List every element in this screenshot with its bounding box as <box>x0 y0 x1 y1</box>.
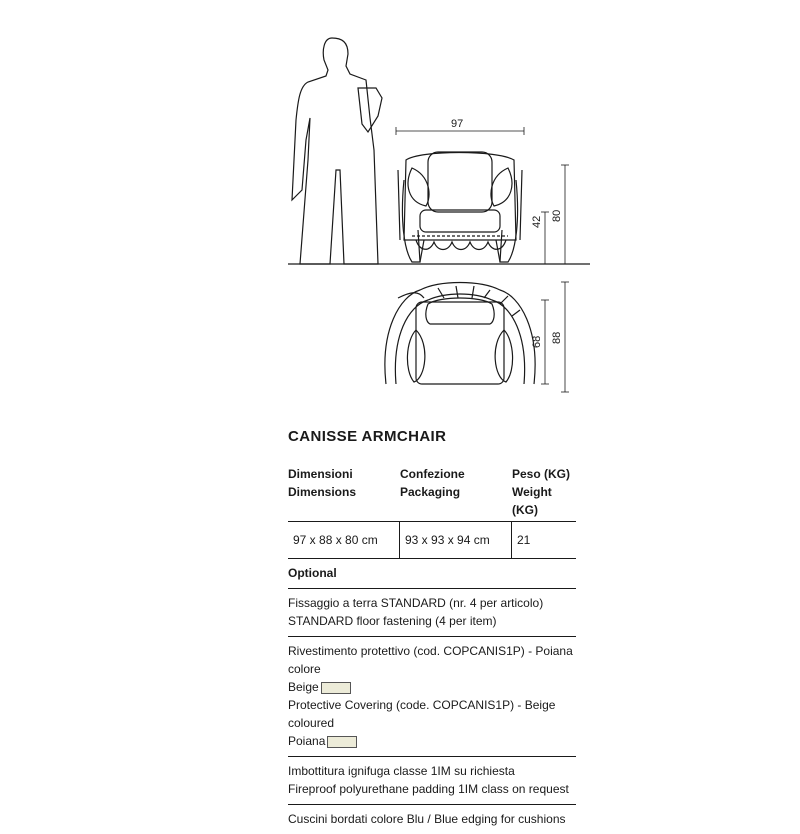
packaging-header: Confezione Packaging <box>400 467 465 499</box>
optional-item: Cuscini bordati colore Blu / Blue edging for cushions <box>288 812 566 826</box>
dimensions-value: 97 x 88 x 80 cm <box>288 522 400 558</box>
optional-item: Imbottitura ignifuga classe 1IM su richiesta Fireproof polyurethane padding 1IM class on request <box>288 757 576 805</box>
optional-item: Rivestimento protettivo (cod. COPCANIS1P) - Poiana colore Beige Protective Covering (code. COPCANIS1P) - Beige coloured Poiana <box>288 637 576 757</box>
weight-value: 21 <box>517 533 531 547</box>
human-scale-figure <box>292 38 378 264</box>
dimensions-header: Dimensioni Dimensions <box>288 467 357 499</box>
depth-inner-label: 68 <box>531 335 543 348</box>
depth-label: 88 <box>551 331 563 344</box>
spec-headers <box>288 465 576 522</box>
seat-height-label: 42 <box>531 215 543 228</box>
product-title: CANISSE ARMCHAIR <box>288 428 447 445</box>
beige-swatch <box>327 736 357 748</box>
weight-header: Peso (KG) Weight (KG) <box>512 467 571 517</box>
optional-title: Optional <box>288 566 576 589</box>
optional-item: Fissaggio a terra STANDARD (nr. 4 per articolo) STANDARD floor fastening (4 per item) <box>288 589 576 637</box>
armchair-top-view <box>385 283 535 385</box>
armchair-front-view <box>398 152 522 262</box>
product-sheet <box>288 428 576 834</box>
packaging-value: 93 x 93 x 94 cm <box>400 522 512 558</box>
width-label: 97 <box>451 118 464 130</box>
beige-swatch <box>321 682 351 694</box>
height-label: 80 <box>551 209 563 222</box>
spec-values <box>288 522 576 559</box>
